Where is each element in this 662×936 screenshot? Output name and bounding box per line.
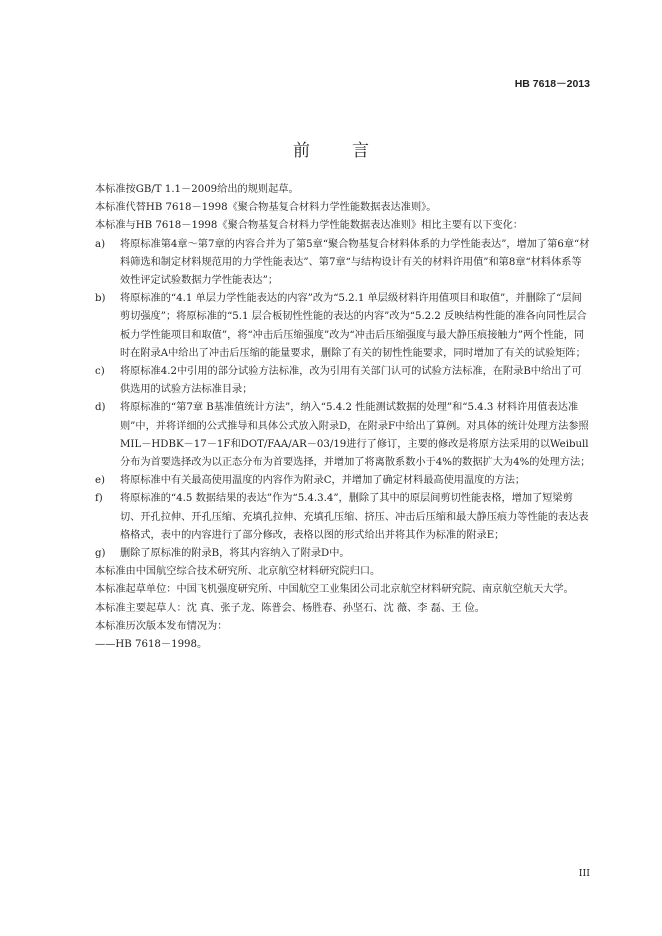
list-item-label: g) [95,548,106,560]
list-item-text: 删除了原标准的附录B，将其内容纳入了附录D中。 [120,548,350,560]
drafting-units-paragraph: 本标准起草单位：中国飞机强度研究所、中国航空工业集团公司北京航空材料研究院、南京航空航天大学。 [95,584,574,596]
list-item-label: b) [95,293,106,305]
list-item-text: 将原标准中有关最高使用温度的内容作为附录C，并增加了确定材料最高使用温度的方法； [120,475,526,487]
list-item [95,236,591,291]
list-item [95,363,591,399]
list-item-label: e) [95,475,106,487]
list-item [95,490,591,545]
list-item-text: 将原标准的“4.5 数据结果的表达”作为“5.4.3.4”，删除了其中的原层间剪切性能表格，增加了短梁剪切、开孔拉伸、开孔压缩、充填孔拉伸、充填孔压缩、挤压、冲击后压缩和最大静压痕力等性能的表达表格格式，表中的内容进行了部分修改，表格以图的形式给出并将其作为标准的附录E； [120,493,589,541]
list-item-text: 将原标准第4章～第7章的内容合并为了第5章“聚合物基复合材料体系的力学性能表达”，增加了第6章“材料筛选和制定材料规范用的力学性能表达”、第7章“与结构设计有关的材料许用值”和第8章“材料体系等效性评定试验数据力学性能表达”； [120,238,590,287]
changes-list [95,236,591,564]
standard-number: HB 7618－2013 [514,78,590,90]
list-item [95,545,591,563]
list-item [95,472,591,490]
list-item-label: a) [95,238,106,250]
changes-intro-paragraph: 本标准与HB 7618－1998《聚合物基复合材料力学性能数据表达准则》相比主要有以下变化： [95,220,524,232]
replacement-paragraph: 本标准代替HB 7618－1998《聚合物基复合材料力学性能数据表达准则》。 [95,202,437,214]
drafters-paragraph: 本标准主要起草人：沈 真、张子龙、陈普会、杨胜春、孙坚石、沈 薇、李 磊、王 俭。 [95,602,485,614]
page-number: III [578,868,590,879]
list-item-label: d) [95,402,106,414]
history-intro-paragraph: 本标准历次版本发布情况为： [95,620,228,632]
list-item-label: c) [95,366,105,378]
list-item [95,399,591,472]
list-item-text: 将原标准4.2中引用的部分试验方法标准，改为引用有关部门认可的试验方法标准，在附录B中给出了可供选用的试验方法标准目录； [120,366,582,396]
list-item-text: 将原标准的“4.1 单层力学性能表达的内容”改为“5.2.1 单层级材料许用值项目和取值”，并删除了“层间剪切强度”；将原标准的“5.1 层合板韧性性能的表达的内容”改为“5.2.2 反映结构性能的准各向同性层合板力学性能项目和取值”，将“冲击后压缩强度”改为“冲击后压缩强度与最大静压痕接触力”两个性能，同时在附录A中给出了冲击后压缩的能量要求，删除了有关的韧性性能要求，同时增加了有关的试验矩阵； [120,293,587,359]
history-item: ——HB 7618－1998。 [95,639,208,651]
list-item-text: 将原标准的“第7章 B基准值统计方法”，纳入“5.4.2 性能测试数据的处理”和“5.4.3 材料许用值表达准则”中，并将详细的公式推导和具体公式放入附录D，在附录F中给出了算例。对具体的统计处理方法参照MIL－HDBK－17－1F和DOT/FAA/AR－03/19进行了修订，主要的修改是将原方法采用的以Weibull分布为首要选择改为以正态分布为首要选择，并增加了将离散系数小于4%的数据扩大为4%的处理方法； [120,402,591,469]
drafting-rule-paragraph: 本标准按GB/T 1.1－2009给出的规则起草。 [95,184,299,195]
page-title: 前言 [293,141,411,161]
list-item-label: f) [95,493,103,505]
administration-paragraph: 本标准由中国航空综合技术研究所、北京航空材料研究院归口。 [95,566,381,578]
foreword-body [95,181,591,654]
list-item [95,290,591,363]
